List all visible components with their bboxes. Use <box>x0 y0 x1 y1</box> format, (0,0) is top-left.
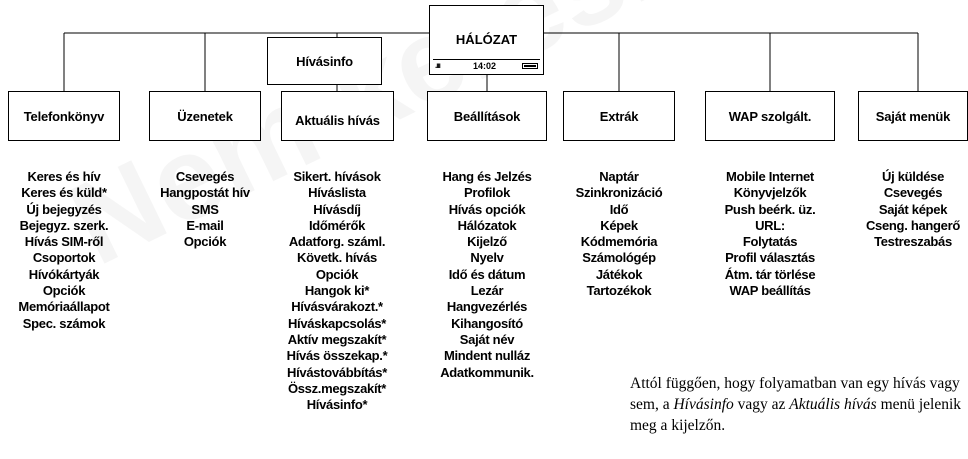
note-text: Attól függően, hogy folyamatban van egy hívás vagy sem, a <box>630 375 960 413</box>
menu-box-extrak: Extrák <box>563 91 675 141</box>
submenu-item: Keres és hív <box>27 169 101 184</box>
submenu-item: Mindent nulláz <box>443 348 531 364</box>
note-text: menü jelenik meg a kijelzőn. <box>630 396 962 434</box>
submenu-item: Átm. tár törlése <box>724 266 816 282</box>
submenu-item: Játékok <box>595 266 643 282</box>
submenu-item: Kihangosító <box>451 315 523 331</box>
submenu-item: SMS <box>191 201 219 217</box>
submenu-item: Hangvezérlés <box>446 299 528 315</box>
submenu-item: Új bejegyzés <box>26 201 102 217</box>
submenu-item: Hívás összekap.* <box>286 348 388 364</box>
submenu-item: Hívásinfo* <box>306 397 368 413</box>
submenu-item: Spec. számok <box>22 315 106 331</box>
submenu-item: Csoportok <box>32 250 96 266</box>
submenu-item: Lezár <box>470 283 504 299</box>
submenu-item: E-mail <box>186 217 224 233</box>
submenu-item: Szinkronizáció <box>575 185 663 201</box>
submenu-item: Keres és küld* <box>21 185 107 201</box>
submenu-item: Híváskapcsolás* <box>287 315 387 331</box>
submenu-list <box>130 169 280 250</box>
submenu-item: Naptár <box>599 169 639 184</box>
note-emphasis: Aktuális hívás <box>789 396 877 413</box>
submenu-list <box>838 169 968 250</box>
submenu-item: Idő és dátum <box>448 266 526 282</box>
submenu-item: Opciók <box>183 234 227 250</box>
submenu-item: WAP beállítás <box>729 283 811 299</box>
submenu-item: Nyelv <box>470 250 504 266</box>
submenu-item: Időmérők <box>308 217 366 233</box>
submenu-item: Adatkommunik. <box>440 364 534 380</box>
menu-box-aktualis-hivas: Aktuális hívás <box>281 91 394 141</box>
submenu-item: Opciók <box>42 283 86 299</box>
submenu-item: Cseng. hangerő <box>865 217 961 233</box>
submenu-item: Kódmemória <box>580 234 658 250</box>
menu-box-telefonkonyv: Telefonkönyv <box>8 91 120 141</box>
note-text: vagy az <box>733 396 790 413</box>
menu-box-beallitasok: Beállítások <box>427 91 547 141</box>
menu-box-uzenetek: Üzenetek <box>149 91 261 141</box>
submenu-item: Tartozékok <box>586 283 652 299</box>
submenu-list <box>0 169 139 332</box>
submenu-item: Push beérk. üz. <box>724 201 816 217</box>
network-root-box <box>429 5 544 75</box>
submenu-list <box>695 169 845 299</box>
explanation-note <box>630 373 965 436</box>
submenu-item: Hívástovábbítás* <box>287 364 387 380</box>
clock-time: 14:02 <box>473 61 497 71</box>
submenu-item: Idő <box>609 201 629 217</box>
submenu-item: Össz.megszakít* <box>287 380 387 396</box>
menu-box-sajat-menuk: Saját menük <box>858 91 968 141</box>
submenu-item: Hang és Jelzés <box>442 169 532 184</box>
submenu-item: Testreszabás <box>874 234 952 250</box>
submenu-item: Híváslista <box>308 185 366 201</box>
submenu-item: Saját név <box>459 331 515 347</box>
submenu-item: Hívás opciók <box>448 201 526 217</box>
submenu-item: Hívókártyák <box>28 266 100 282</box>
submenu-item: URL: <box>755 217 785 233</box>
battery-icon <box>522 63 538 69</box>
submenu-item: Mobile Internet <box>726 169 814 184</box>
submenu-list <box>544 169 694 299</box>
submenu-item: Aktív megszakít* <box>287 331 387 347</box>
submenu-item: Hálózatok <box>457 217 517 233</box>
submenu-list <box>262 169 412 413</box>
submenu-item: Hangpostát hív <box>160 185 250 201</box>
submenu-item: Saját képek <box>878 201 948 217</box>
submenu-item: Képek <box>600 217 638 233</box>
submenu-item: Hangok ki* <box>304 283 370 299</box>
submenu-item: Memóriaállapot <box>18 299 110 315</box>
menu-box-hivasinfo: Hívásinfo <box>267 37 382 85</box>
submenu-item: Hívásvárakozt.* <box>291 299 383 315</box>
submenu-list <box>412 169 562 381</box>
submenu-item: Új küldése <box>881 169 945 184</box>
submenu-item: Profilok <box>464 185 510 201</box>
menu-box-wap: WAP szolgált. <box>705 91 835 141</box>
note-emphasis: Hívásinfo <box>673 396 734 413</box>
submenu-item: Hívásdíj <box>313 201 361 217</box>
signal-icon: .ııı <box>435 61 440 70</box>
root-title: HÁLÓZAT <box>455 32 518 47</box>
submenu-item: Kijelző <box>467 234 507 250</box>
submenu-item: Sikert. hívások <box>293 169 381 184</box>
submenu-item: Könyvjelzők <box>733 185 807 201</box>
submenu-item: Csevegés <box>883 185 943 201</box>
submenu-item: Csevegés <box>175 169 235 184</box>
submenu-item: Bejegyz. szerk. <box>19 217 109 233</box>
submenu-item: Hívás SIM-ről <box>24 234 104 250</box>
submenu-item: Követk. hívás <box>297 250 377 266</box>
submenu-item: Profil választás <box>725 250 815 266</box>
submenu-item: Adatforg. száml. <box>288 234 386 250</box>
submenu-item: Folytatás <box>742 234 798 250</box>
status-bar <box>433 59 540 71</box>
submenu-item: Számológép <box>582 250 656 266</box>
submenu-item: Opciók <box>315 266 359 282</box>
